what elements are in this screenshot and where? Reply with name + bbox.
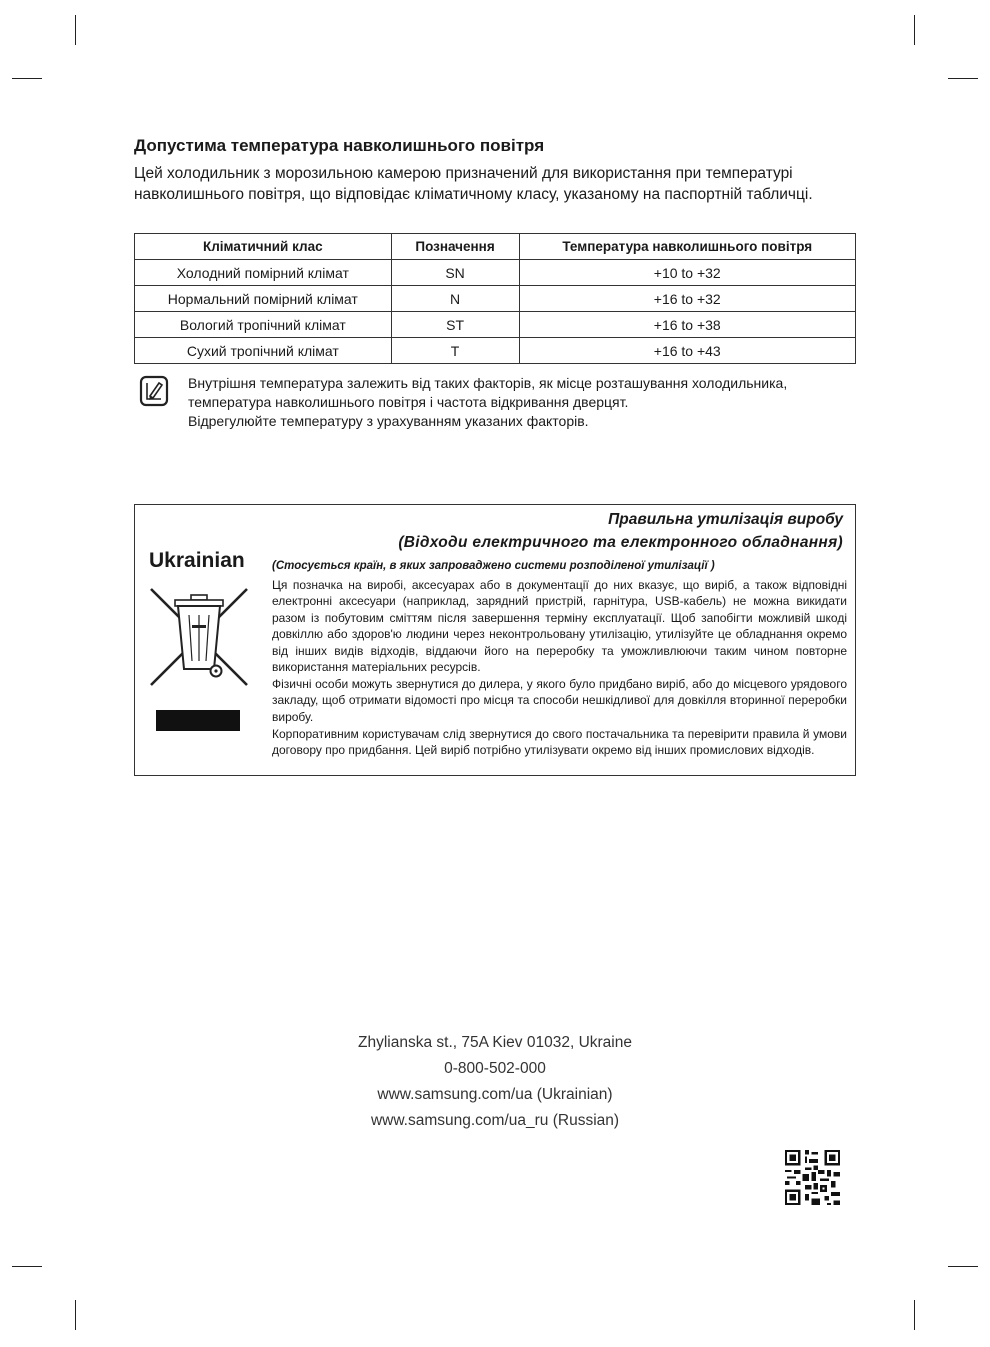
cell-symbol: SN bbox=[391, 260, 519, 286]
crop-mark bbox=[75, 15, 76, 45]
header-symbol: Позначення bbox=[391, 234, 519, 260]
header-temperature: Температура навколишнього повітря bbox=[519, 234, 856, 260]
qr-code-icon[interactable] bbox=[785, 1150, 840, 1205]
note-icon bbox=[139, 375, 169, 407]
phone-number: 0-800-502-000 bbox=[444, 1060, 546, 1077]
language-label: Ukrainian bbox=[149, 549, 245, 572]
cell-climate-class: Холодний помірний клімат bbox=[135, 260, 392, 286]
crossed-bin-icon bbox=[147, 585, 251, 689]
cell-temperature: +10 to +32 bbox=[519, 260, 856, 286]
website-ukrainian[interactable]: www.samsung.com/ua (Ukrainian) bbox=[377, 1086, 613, 1103]
cell-climate-class: Вологий тропічний клімат bbox=[135, 312, 392, 338]
cell-temperature: +16 to +32 bbox=[519, 286, 856, 312]
weee-paragraph: Корпоративним користувачам слід звернутися до свого постачальника та перевірити правила й умови договору про придбання. Цей виріб потрібно утилізувати окремо від інших промислових відходів. bbox=[272, 727, 847, 758]
climate-class-table bbox=[134, 233, 856, 364]
note-text bbox=[188, 374, 858, 431]
table-row bbox=[135, 338, 856, 364]
crop-mark bbox=[914, 15, 915, 45]
section-title: Допустима температура навколишнього повітря bbox=[134, 136, 545, 155]
cell-climate-class: Сухий тропічний клімат bbox=[135, 338, 392, 364]
table-row bbox=[135, 260, 856, 286]
weee-subtitle: (Відходи електричного та електронного обладнання) bbox=[398, 534, 843, 551]
crop-mark bbox=[948, 78, 978, 79]
crop-mark bbox=[12, 78, 42, 79]
crop-mark bbox=[914, 1300, 915, 1330]
header-climate-class: Кліматичний клас bbox=[135, 234, 392, 260]
cell-temperature: +16 to +43 bbox=[519, 338, 856, 364]
cell-symbol: ST bbox=[391, 312, 519, 338]
cell-symbol: N bbox=[391, 286, 519, 312]
note-line: Внутрішня температура залежить від таких факторів, як місце розташування холодильника, температура навколишнього повітря і частота відкривання дверцят. bbox=[188, 375, 788, 410]
website-russian[interactable]: www.samsung.com/ua_ru (Russian) bbox=[370, 1112, 620, 1129]
crop-mark bbox=[12, 1266, 42, 1267]
black-bar bbox=[156, 710, 240, 731]
crop-mark bbox=[948, 1266, 978, 1267]
note-line: Відрегулюйте температуру з урахуванням указаних факторів. bbox=[188, 413, 589, 429]
cell-temperature: +16 to +38 bbox=[519, 312, 856, 338]
intro-paragraph: Цей холодильник з морозильною камерою призначений для використання при температурі навколишнього повітря, що відповідає кліматичному класу, указаному на паспортній табличці. bbox=[134, 165, 813, 203]
weee-paragraph: Ця позначка на виробі, аксесуарах або в документації до них вказує, що виріб, а також відповідні електронні аксесуари (наприклад, зарядний пристрій, гарнітура, USB-кабель) не можна викидати разом із побутовим сміттям після завершення терміну експлуатації. Щоб запобігти можливій шкоді довкіллю або здоров'ю людини через неконтрольовану утилізацію, утилізуйте це обладнання окремо від інших видів відходів, віддаючи його на переробку та уможливлюючи таким чином повторне використання матеріальних ресурсів. bbox=[272, 578, 847, 675]
table-row bbox=[135, 286, 856, 312]
weee-paragraph: Фізичні особи можуть звернутися до дилера, у якого було придбано виріб, або до місцевого урядового закладу, щоб отримати відомості про місця та способи нешкідливої для довкілля вторинної переробки виробу. bbox=[272, 677, 847, 724]
weee-applicability: (Стосується країн, в яких запроваджено системи розподіленої утилізації ) bbox=[272, 560, 715, 572]
contact-block bbox=[245, 1030, 745, 1134]
weee-disposal-box bbox=[134, 504, 856, 776]
crop-mark bbox=[75, 1300, 76, 1330]
weee-title: Правильна утилізація виробу bbox=[608, 511, 843, 528]
cell-symbol: T bbox=[391, 338, 519, 364]
address: Zhylianska st., 75A Kiev 01032, Ukraine bbox=[358, 1034, 632, 1051]
cell-climate-class: Нормальний помірний клімат bbox=[135, 286, 392, 312]
table-header-row bbox=[135, 234, 856, 260]
table-row bbox=[135, 312, 856, 338]
